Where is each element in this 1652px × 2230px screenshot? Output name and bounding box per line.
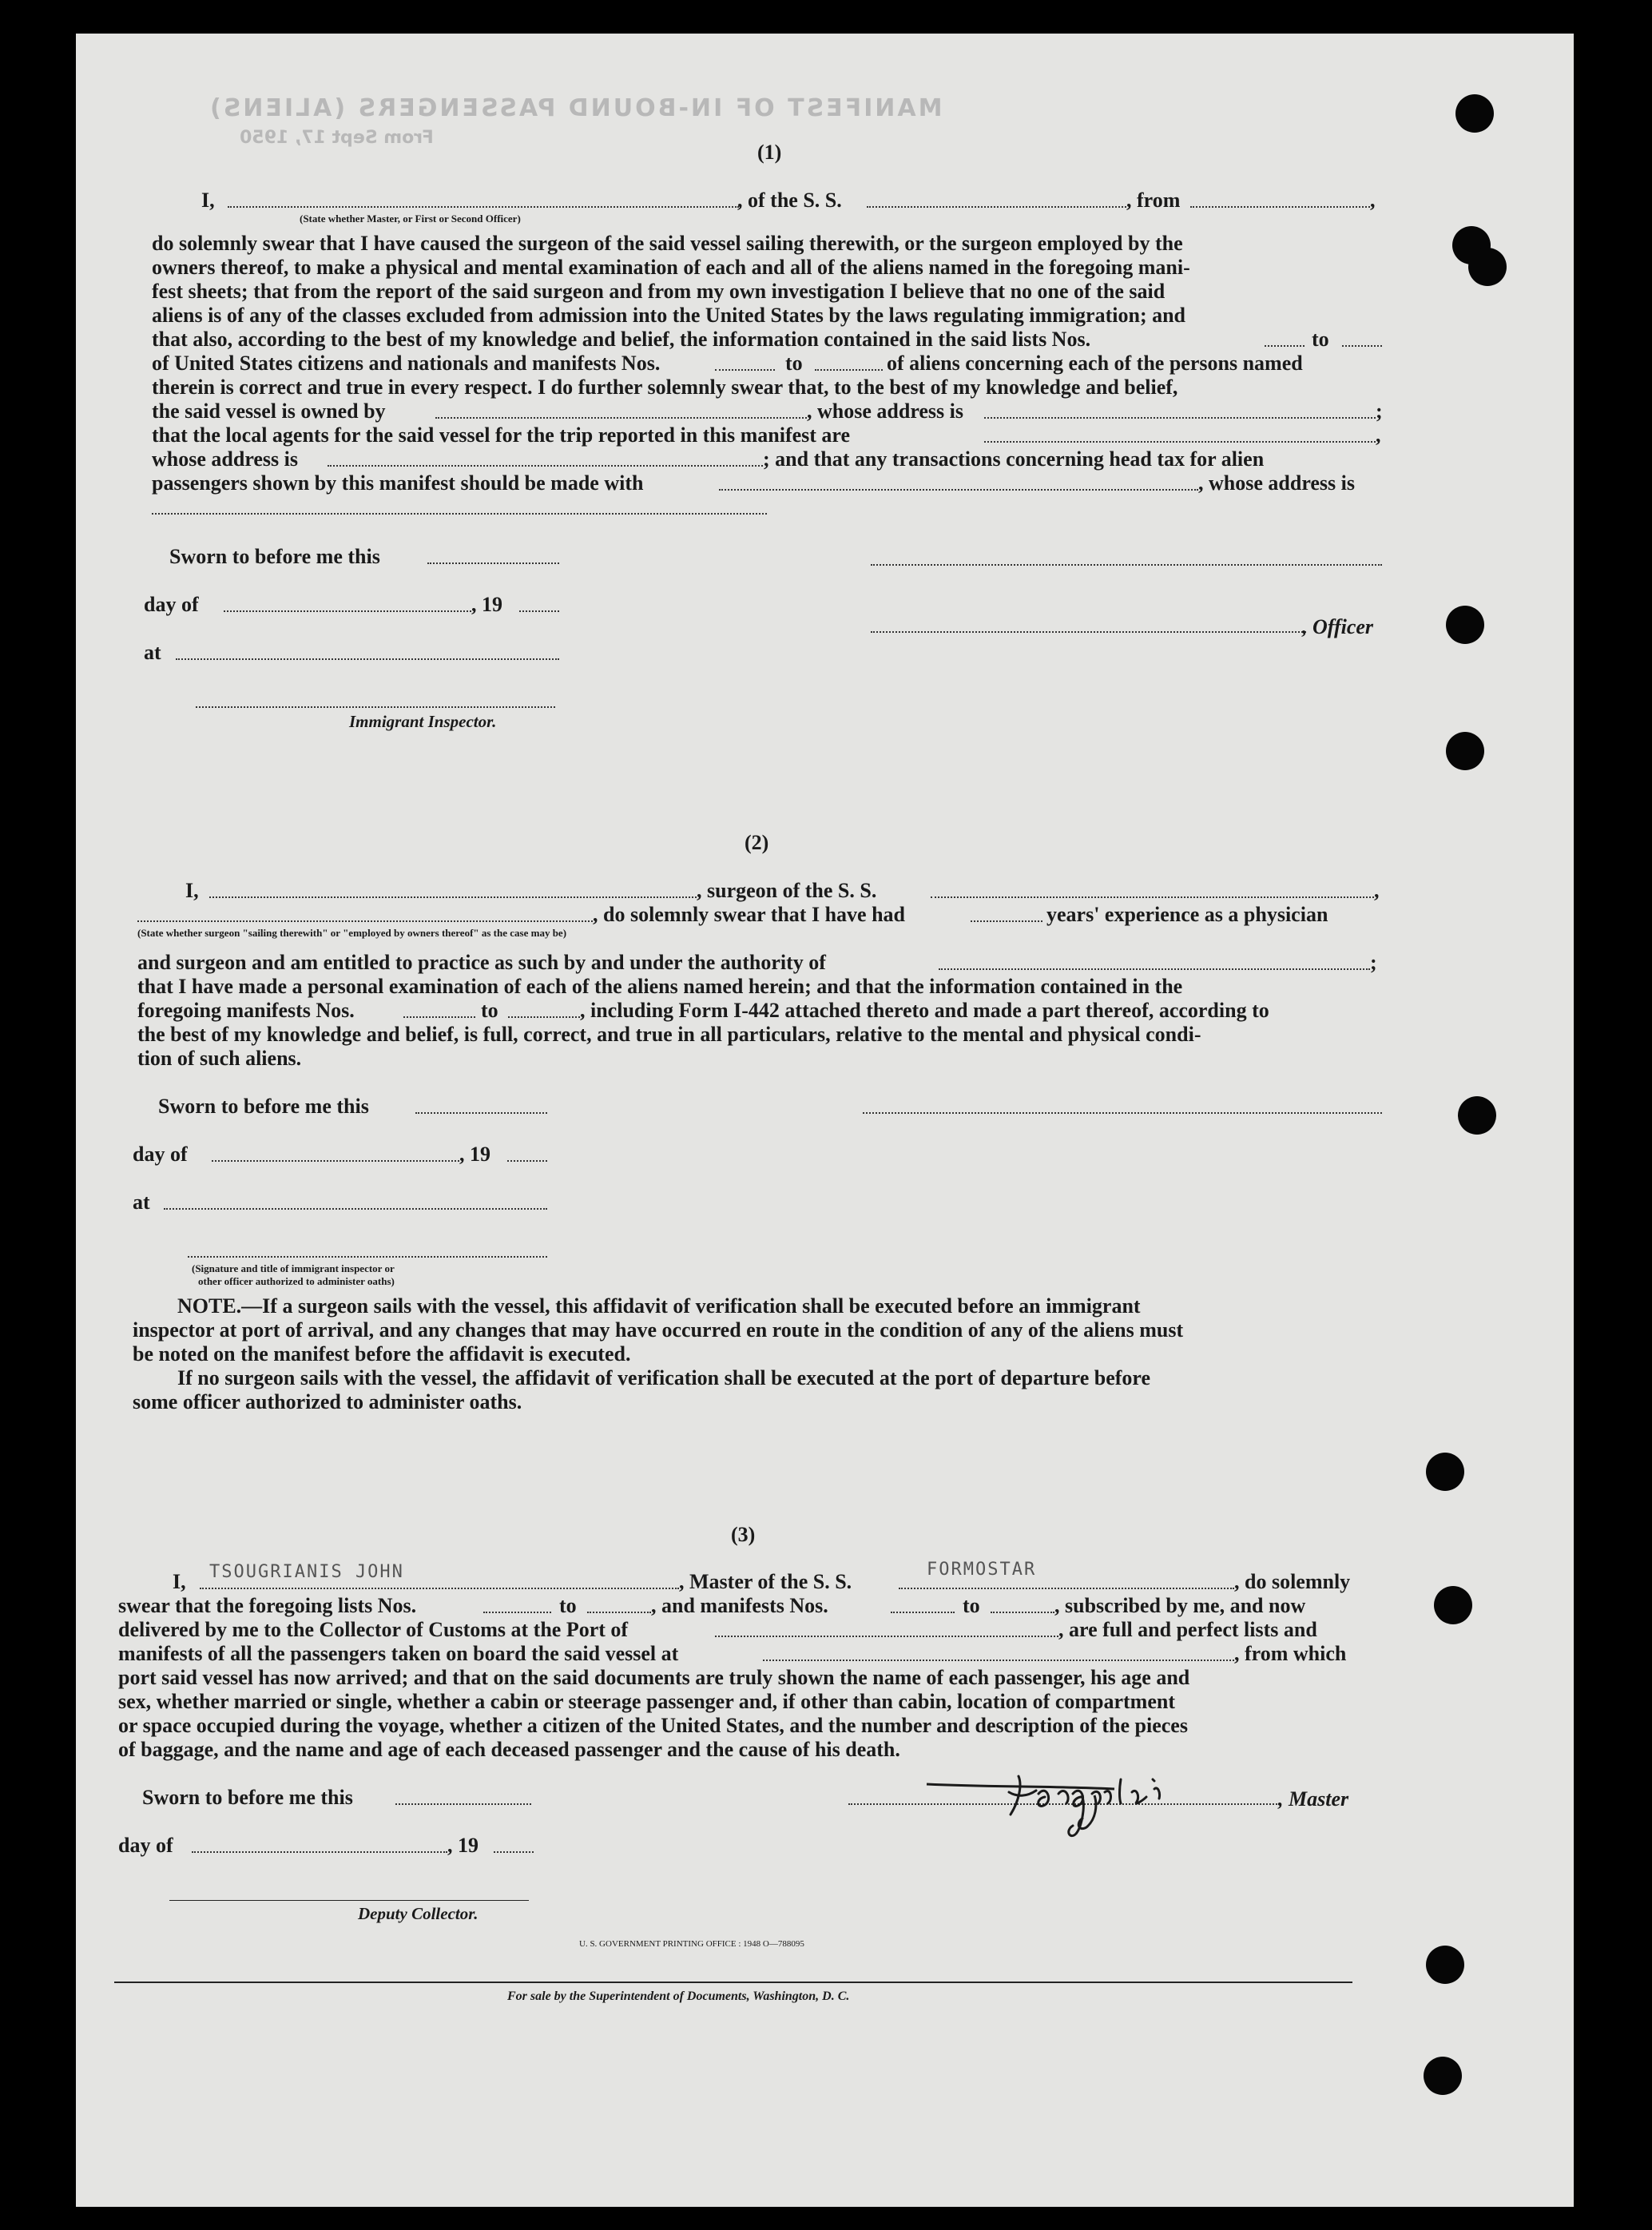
section-2-heading: (2) <box>745 831 769 854</box>
local-agents-field[interactable] <box>984 441 1376 443</box>
affidavit-text: , and manifests Nos. <box>651 1594 828 1617</box>
embarkation-port-field[interactable] <box>763 1660 1234 1661</box>
manifest-no-from-field[interactable] <box>715 369 775 371</box>
label: ; <box>1376 399 1383 423</box>
label: to <box>481 999 498 1022</box>
label: to <box>785 352 803 375</box>
surgeon-signature-field[interactable] <box>863 1112 1382 1114</box>
affidavit-text: that I have made a personal examination of each of the aliens named herein; and that the information contained in the <box>137 975 1183 998</box>
affidavit-text: of aliens concerning each of the persons named <box>887 352 1303 375</box>
label: , Master of the S. S. <box>679 1570 852 1593</box>
deputy-caption: Deputy Collector. <box>358 1904 479 1923</box>
experience-years-field[interactable] <box>971 920 1042 922</box>
punch-hole <box>1434 1586 1472 1624</box>
footer-rule <box>114 1982 1352 1983</box>
label: I, <box>185 879 199 902</box>
label: I, <box>173 1570 186 1593</box>
sworn-year-field[interactable] <box>519 610 559 612</box>
punch-hole <box>1426 1946 1464 1984</box>
affidavit-text: tion of such aliens. <box>137 1047 302 1070</box>
label: to <box>1312 328 1329 351</box>
sworn-place-field[interactable] <box>164 1208 547 1210</box>
field-note: other officer authorized to administer oaths) <box>198 1275 395 1287</box>
affidavit-text: of United States citizens and nationals and manifests Nos. <box>152 352 661 375</box>
affidavit-text: ; and that any transactions concerning head tax for alien <box>763 447 1265 471</box>
list-no-from-field[interactable] <box>1265 345 1305 347</box>
owner-field[interactable] <box>435 417 807 419</box>
inspector-signature-field[interactable] <box>196 706 555 708</box>
owner-address-field[interactable] <box>984 417 1376 419</box>
manifest-no-from-field[interactable] <box>891 1612 955 1613</box>
affidavit-text: , whose address is <box>1198 471 1356 495</box>
affidavit-text: or space occupied during the voyage, whether a citizen of the United States, and the number and description of the pieces <box>118 1714 1188 1737</box>
label: day of <box>118 1834 173 1857</box>
affidavit-text: passengers shown by this manifest should be made with <box>152 471 644 495</box>
from-port-field[interactable] <box>1190 206 1370 208</box>
bleed-through-text: From Sept 17, 1950 <box>240 128 434 148</box>
label: , surgeon of the S. S. <box>697 879 877 902</box>
affidavit-text: therein is correct and true in every respect. I do further solemnly swear that, to the best of my knowledge and belief, <box>152 376 1178 399</box>
affidavit-text: , from which <box>1234 1642 1347 1665</box>
affidavit-text: aliens is of any of the classes excluded from admission into the United States by the laws regulating immigration; and <box>152 304 1186 327</box>
section-1-heading: (1) <box>757 141 782 164</box>
printing-office-imprint: U. S. GOVERNMENT PRINTING OFFICE : 1948 O—788095 <box>579 1939 804 1949</box>
punch-hole <box>1424 2057 1462 2095</box>
affidavit-text: , do solemnly <box>1234 1570 1351 1593</box>
authority-field[interactable] <box>939 968 1370 970</box>
label: , 19 <box>447 1834 479 1857</box>
sworn-day-field[interactable] <box>415 1112 547 1114</box>
label: Sworn to before me this <box>142 1786 353 1809</box>
affidavit-text: , subscribed by me, and now <box>1054 1594 1306 1617</box>
surgeon-vessel-field[interactable] <box>931 896 1374 898</box>
sworn-year-field[interactable] <box>494 1851 534 1853</box>
label: I, <box>201 189 215 212</box>
master-name-field[interactable] <box>200 1588 679 1589</box>
punch-hole <box>1426 1453 1464 1491</box>
sworn-month-field[interactable] <box>192 1851 447 1853</box>
affidavit-text: port said vessel has now arrived; and that on the said documents are truly shown the name of each passenger, his age and <box>118 1666 1190 1689</box>
sworn-place-field[interactable] <box>176 658 559 660</box>
manifest-no-to-field[interactable] <box>815 369 883 371</box>
deputy-signature-line <box>169 1900 529 1901</box>
surgeon-manifest-from-field[interactable] <box>403 1016 475 1018</box>
affidavit-text: fest sheets; that from the report of the said surgeon and from my own investigation I believe that no one of the said <box>152 280 1166 303</box>
master-caption: , Master <box>1278 1787 1349 1811</box>
manifest-no-to-field[interactable] <box>991 1612 1054 1613</box>
label: , of the S. S. <box>737 189 842 212</box>
master-vessel-field[interactable] <box>899 1588 1234 1589</box>
affidavit-text: manifests of all the passengers taken on board the said vessel at <box>118 1642 679 1665</box>
punch-hole <box>1455 94 1494 133</box>
label: at <box>133 1191 150 1214</box>
label: Sworn to before me this <box>169 545 380 568</box>
affidavit-text: owners thereof, to make a physical and mental examination of each and all of the aliens named in the foregoing mani- <box>152 256 1190 279</box>
label: , from <box>1126 189 1181 212</box>
inspector-signature-field[interactable] <box>188 1256 547 1258</box>
affidavit-text: of baggage, and the name and age of each deceased passenger and the cause of his death. <box>118 1738 900 1761</box>
vessel-name-value: FORMOSTAR <box>927 1560 1037 1580</box>
field-note: (Signature and title of immigrant inspector or <box>192 1262 395 1274</box>
bleed-through-title: MANIFEST OF IN-BOUND PASSENGERS (ALIENS) <box>208 94 943 122</box>
sworn-year-field[interactable] <box>507 1160 547 1162</box>
agents-address-field[interactable] <box>328 465 763 467</box>
head-tax-address-field[interactable] <box>152 513 767 515</box>
list-no-to-field[interactable] <box>587 1612 651 1613</box>
sworn-day-field[interactable] <box>395 1803 531 1805</box>
label: day of <box>144 593 199 616</box>
label: , <box>1370 189 1376 212</box>
sworn-month-field[interactable] <box>224 610 471 612</box>
officer-caption: , Officer <box>1302 615 1374 638</box>
officer-name-field[interactable] <box>871 631 1306 633</box>
surgeon-status-field[interactable] <box>137 920 593 922</box>
sale-notice: For sale by the Superintendent of Documents, Washington, D. C. <box>507 1990 850 2003</box>
officer-rank-field[interactable] <box>228 206 739 208</box>
sworn-month-field[interactable] <box>212 1160 459 1162</box>
section-3-heading: (3) <box>731 1523 756 1546</box>
list-no-from-field[interactable] <box>483 1612 551 1613</box>
label: day of <box>133 1143 188 1166</box>
affidavit-text: , are full and perfect lists and <box>1058 1618 1317 1641</box>
field-note: (State whether Master, or First or Second Officer) <box>300 213 521 225</box>
officer-signature-field[interactable] <box>871 564 1382 566</box>
punch-hole <box>1446 606 1484 644</box>
label: , whose address is <box>807 399 964 423</box>
affidavit-text: , do solemnly swear that I have had <box>593 903 906 926</box>
sworn-day-field[interactable] <box>427 562 559 564</box>
label: to <box>963 1594 980 1617</box>
affidavit-text: delivered by me to the Collector of Customs at the Port of <box>118 1618 629 1641</box>
label: ; <box>1370 951 1377 974</box>
master-name-value: TSOUGRIANIS JOHN <box>209 1562 404 1582</box>
customs-port-field[interactable] <box>715 1636 1058 1637</box>
note-text: be noted on the manifest before the affidavit is executed. <box>133 1342 631 1365</box>
affidavit-text: years' experience as a physician <box>1046 903 1328 926</box>
label: to <box>559 1594 577 1617</box>
label: , <box>1374 879 1380 902</box>
affidavit-text: swear that the foregoing lists Nos. <box>118 1594 417 1617</box>
affidavit-text: that the local agents for the said vessel for the trip reported in this manifest are <box>152 423 851 447</box>
affidavit-text: sex, whether married or single, whether a cabin or steerage passenger and, if other than cabin, location of compartment <box>118 1690 1175 1713</box>
affidavit-text: do solemnly swear that I have caused the surgeon of the said vessel sailing therewith, or the surgeon employed by the <box>152 232 1183 255</box>
note-text: NOTE.—If a surgeon sails with the vessel, this affidavit of verification shall be executed before an immigrant <box>177 1294 1141 1318</box>
list-no-to-field[interactable] <box>1342 345 1382 347</box>
punch-hole <box>1446 732 1484 770</box>
note-text: some officer authorized to administer oaths. <box>133 1390 522 1413</box>
label: at <box>144 641 161 664</box>
affidavit-text: foregoing manifests Nos. <box>137 999 355 1022</box>
head-tax-contact-field[interactable] <box>719 489 1198 491</box>
punch-hole <box>1468 248 1507 286</box>
inspector-caption: Immigrant Inspector. <box>349 712 497 731</box>
field-note: (State whether surgeon "sailing therewith" or "employed by owners thereof" as the case may be) <box>137 927 567 939</box>
affidavit-text: that also, according to the best of my knowledge and belief, the information contained in the said lists Nos. <box>152 328 1091 351</box>
vessel-name-field[interactable] <box>867 206 1126 208</box>
affidavit-text: , including Form I-442 attached thereto and made a part thereof, according to <box>580 999 1269 1022</box>
master-signature <box>923 1762 1290 1850</box>
label: Sworn to before me this <box>158 1095 369 1118</box>
note-text: inspector at port of arrival, and any changes that may have occurred en route in the condition of any of the aliens must <box>133 1318 1184 1342</box>
affidavit-text: the best of my knowledge and belief, is full, correct, and true in all particulars, relative to the mental and physical condi- <box>137 1023 1201 1046</box>
label: , 19 <box>471 593 502 616</box>
note-text: If no surgeon sails with the vessel, the affidavit of verification shall be executed at the port of departure before <box>177 1366 1151 1389</box>
label: , <box>1376 423 1381 447</box>
affidavit-text: the said vessel is owned by <box>152 399 386 423</box>
surgeon-manifest-to-field[interactable] <box>508 1016 580 1018</box>
affidavit-text: whose address is <box>152 447 299 471</box>
surgeon-name-field[interactable] <box>209 896 697 898</box>
label: , 19 <box>459 1143 490 1166</box>
affidavit-text: and surgeon and am entitled to practice as such by and under the authority of <box>137 951 826 974</box>
punch-hole <box>1458 1096 1496 1135</box>
